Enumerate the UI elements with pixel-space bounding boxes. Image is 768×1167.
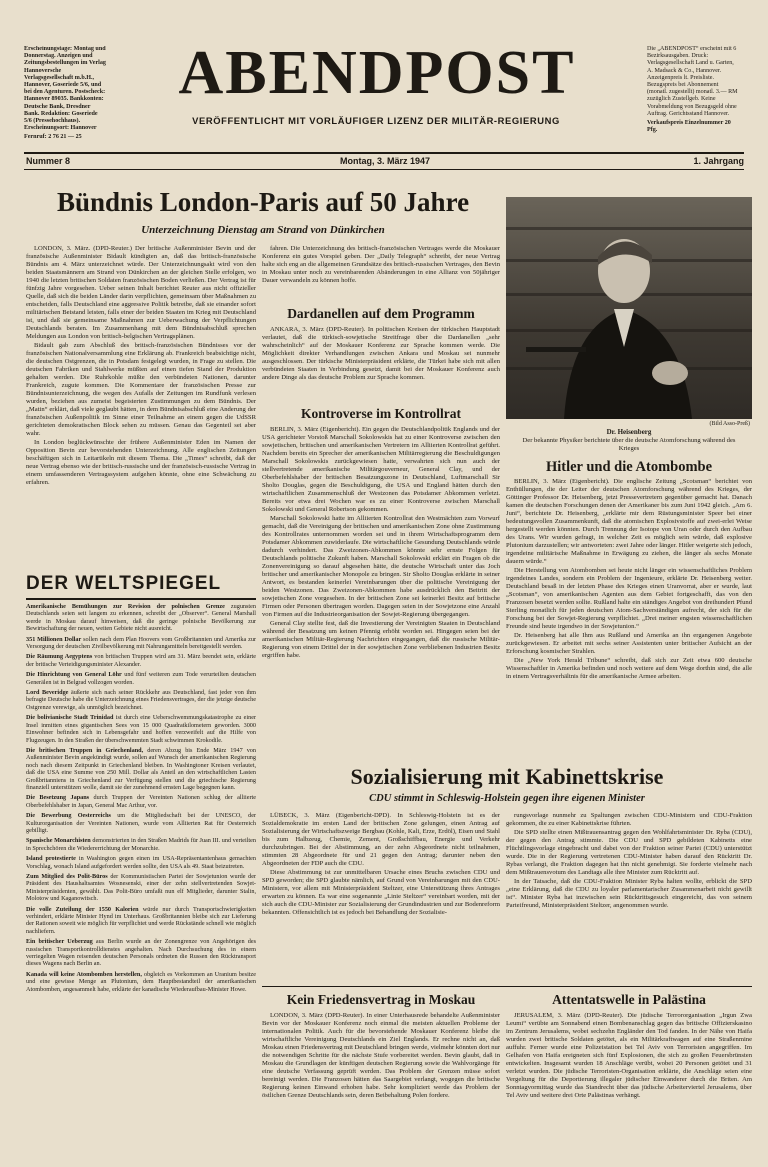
palaestina-text bbox=[506, 1012, 752, 1157]
palaestina-paragraph: JERUSALEM, 3. März (DPD-Reuter). Die jüdische Terrororganisation „Irgun Zwa Leumi“ verübte am Sonnabend einen Bombenanschlag gegen das britische Offizierskasino im Zentrum Jerusalems, wobei sechzehn Engländer den Tod fanden. In der Nähe von Haifa wurden zwei britische Soldaten getötet, als ein Militärkraftwagen auf eine Straßenmine auffuhr. Ferner wurde eine Polizeistation bei Tel Aviv von Terroristen angegriffen. Im Gelhafen von Haifa ereigneten sich fünf Explosionen, die sich zu großen Feuersbrünsten entwickelten. Insgesamt wurden 18 Anschläge verübt, wobei 20 Personen getötet und 31 verletzt wurden. Die jüdische Terroristen-Organisation erklärte, die Anschläge seien eine Vergeltung für die Deportierung illegaler jüdischer Einwanderer durch die Briten. Am Sonntagvormittag wurde das Standrecht über das jüdische Arbeiterviertel Jerusalems, über Tel Aviv und weitere drei Orte Palästinas verhängt. bbox=[506, 1012, 752, 1099]
kontroverse-paragraph: Marschall Sokolowski hatte im Alliierten Kontrollrat den Westmächten zum Vorwurf gemacht, daß die Vereinigung der britischen und amerikanischen Zone ohne Zustimmung des Kontrollrates unternommen worden sei und in ihrem Wirtschaftsprogramm dem Potsdamer Abkommen zuwiderlaufe. Die wirtschaftliche Gesundung Deutschlands würde dadurch verhindert. Das Zweizonen-Abkommen könnte sehr ernste Folgen für Deutschlands politische Zukunft haben. Marschall Sokolowski erklärt ein Fragen ob die Zonenvereinigung so darauf abgesehen hätte, die deutsche Wirtschaft unter das Joch britischer und amerikanischer Monopole zu bringen. Sir Sholto Douglas erklärte in seiner Antwort, es bestanden keinerlei Vereinbarungen über die politische Vereinigung der beiden Westzonen. Das Zweizonen-Abkommen habe ausdrücklich den Beitritt der sowjetischen Zone vorgesehen. In der britischen Zone sei keinerlei Besitz auf britische Firmen oder Personen übertragen worden. Dagegen seien in der Sowjetzone eine Anzahl von Firmen auf die Industrieorganisation der Sowjet-Regierung übergegangen. bbox=[262, 515, 500, 618]
photo-caption-text: Der bekannte Physiker berichtete über die deutsche Atomforschung während des Krieges bbox=[522, 437, 736, 452]
weltspiegel-item: Lord Beveridge äußerte sich nach seiner Rückkehr aus Deutschland, fast jeder von ihm befragte Deutsche habe die Unterzeichnung eines Friedensvertrages, der die jetzige deutsche Ostgrenze verewige, als unmöglich bezeichnet. bbox=[26, 689, 256, 711]
kein-headline: Kein Friedensvertrag in Moskau bbox=[286, 992, 476, 1007]
weltspiegel-item: Die bolivianische Stadt Trinidad ist durch eine Ueberschwemmungskatastrophe zu einer Insel inmitten eines gigantischen Sees von 15 000 Quadratkilometern geworden. 3000 Einwohner befinden sich in Lebensgefahr und hoffen verzweifelt auf die Hilfe von Flugzeugen. In den Straßen der überschwemmten Stadt schwimmen Krokodile. bbox=[26, 714, 256, 744]
publisher-phone: Fernruf: 2 76 21 — 25 bbox=[24, 134, 82, 141]
sozial-text-col2 bbox=[506, 812, 752, 982]
weltspiegel-column bbox=[26, 603, 256, 1153]
hitler-paragraph: BERLIN, 3. März (Eigenbericht). Die englische Zeitung „Scotsman“ berichtet von Enthüllungen, die der Leiter der deutschen Atomforschung während des Krieges, der Göttinger Professor Dr. Heisenberg, jetzt Pressevertretern gegenüber gemacht hat. Danach kamen die deutschen Forschungen denen der Amerikaner bis zum Juni 1942 gleich. „Am 6. Juni“, berichtete Dr. Heisenberg, „erklärte mir dem Rüstungsminister Speer bei einer bedeutungsvollen Zusammenkunft, daß die atomischen Explosivstoffe auf zwei-erlei Weise hergestellt werden könnten. Durch Trennung der Isotope von Uran oder durch den Aufbau des Urans. Wir wurden gefragt, in welcher Zeit es möglich sein würde, daß explosive Plutonium darzustellen; wir antworteten: zwei Jahre oder länger. Hitler weigerte sich jedoch, irgendeine militärische Maßnahme in Erwägung zu ziehen, die länger als sechs Monate dauern würde.“ bbox=[506, 478, 752, 565]
issue-year: 1. Jahrgang bbox=[693, 156, 744, 166]
lead-headline: Bündnis London-Paris auf 50 Jahre bbox=[56, 187, 470, 217]
sozial-text-col1 bbox=[262, 812, 500, 982]
weltspiegel-item: Zum Mitglied des Polit-Büros der Kommunistischen Partei der Sowjetunion wurde der Präsident des Haushaltsamtes Wosnesenski, einer der zehn stellvertretenden Sowjet-Ministerpräsidenten, gewählt. Das Polit-Büro umfaßt nun elf Mitglieder, darunter Stalin, Molotow und Kaganowitsch. bbox=[26, 873, 256, 903]
kein-text bbox=[262, 1012, 500, 1157]
weltspiegel-item: 351 Millionen Dollar sollen nach dem Plan Hoovers vom Großbritannien und Amerika zur Versorgung der deutschen Zivilbevölkerung mit Nahrungsmitteln bereitgestellt werden. bbox=[26, 635, 256, 651]
hitler-paragraph: Die „New York Herald Tribune“ schreibt, daß sich zur Zeit etwa 600 deutsche Wissenschaftler in Amerika befinden und noch weitere auf dem Wege dorthin sind, die alle in einem Vertragsverhältnis für die amerikanische Armee arbeiten. bbox=[506, 657, 752, 680]
kontroverse-paragraph: General Clay stellte fest, daß die Investierung der Vereinigten Staaten in Deutschland während der Besatzung um keinen Pfennig erhöht worden sei. Hingegen seien bei der amerikanischen Militär-Regierung Nachrichten eingegangen, daß die russische Militär-Regierung von einem Drittel der in der sowjetischen Zone verbliebenen Industrien Besitz ergriffen habe. bbox=[262, 620, 500, 659]
dardanellen-text bbox=[262, 326, 500, 402]
weltspiegel-item: Spanische Monarchisten demonstrierten in den Straßen Madrids für Juan III. und verteilten in Sprechchören die Wiedererrichtung der Monarchie. bbox=[26, 837, 256, 852]
lead-paragraph: LONDON, 3. März. (DPD-Reuter.) Der britische Außenminister Bevin und der französische Außenminister Bidault kündigten an, daß das britisch-französische Bündnis am 4. März unterzeichnet würde. Der Unterzeichnungsakt wird von den beiden Staatsmännern am Strand von Dünkirchen an der gleichen Stelle erfolgen, wo 1940 die letzten britischen Soldaten französischen Boden verließen. Der Vertrag ist für fünfzig Jahre vorgesehen. Ueber seinen Inhalt berichtet Reuter aus nicht offizieller Quelle, daß sich die beiden Länder darin verpflichten, gemeinsam über Maßnahmen zu entscheiden, falls Deutschland eine aggressive Politik betreibe, daß sie einander sofort militärischen Beistand leisten, falls einer der beiden Staaten im Krieg mit Deutschland ist, und daß sie gemeinsame Maßnahmen zur Ueberwachung der Verpflichtungen Deutschlands beraten. Im Zusammenhang mit dem Bündnisabschluß sprechen Meldungen aus London von britisch-belgischen Vertragsplänen. bbox=[26, 245, 256, 340]
lead-paragraph: Bidault gab zum Abschluß des britisch-französischen Bündnisses vor der französischen Nationalversammlung eine Erklärung ab. Frankreich beabsichtige nicht, die deutschen Ostgrenzen, die in Potsdam festgelegt wurden, in Frage zu stellen. Die deutschen Fabriken und Stahlwerke müßten auf einen tiefen Stand der Produktion gehalten werden. Die Ruhrkohle müßte den verbündeten Nationen, darunter Frankreich, zugute kommen. Die Kommentare der französischen Presse zur Bündnisunterzeichnung, die wegen des Aufalls der Zeitungen im Rundfunk verlesen wurden, beziehen aus zumeist begeisterten Zustimmungen zu dem Bündnis. Der „Matin“ erklärt, daß viele geglaubt hätten, in dem Bündnisabschluß eine Anderung der französischen Außenpolitik im Sinne einer Teilnahme an einem gegen die UdSSR gerichteten demokratischen Block sehen zu müssen. Genau das Gegenteil sei aber wahr. bbox=[26, 342, 256, 437]
kontroverse-paragraph: BERLIN, 3. März (Eigenbericht). Ein gegen die Deutschlandpolitik Englands und der USA gerichteter Vorstoß Marschall Sokolowskis hat zu einer Kontroverse zwischen den sowjetischen, britischen und amerikanischen Vertretern im Alliierten Kontrollrat geführt. Nachdem bereits ein Sprecher der amerikanischen Militärregierung die Beschuldigungen Marschall Sokolowskis zurückgewiesen hatte, verwahrten sich nun auch der stellvertretende amerikanische Militärgouverneur, General Clay, und der Oberbefehlshaber der britischen Besatzungszone in Deutschland, Luftmarschall Sir Sholto Douglas, gegen die Beschuldigung, die USA und England hätten durch den wirtschaftlichen Zusammenschluß der Westzonen das Potsdamer Abkommen verletzt. Bereits vor etwa drei Wochen war es zu einer Kontroverse zwischen Marschall Sokolowski und General Robertson gekommen. bbox=[262, 426, 500, 513]
lead-text-col1 bbox=[26, 245, 256, 567]
masthead-rule-top bbox=[24, 152, 744, 154]
sozial-paragraph: In der Tatsache, daß die CDU-Fraktion Minister Ryba halten wollte, erblickt die SPD „eine Erklärung, daß die CDU zu loyaler parlamentarischer Zusammenarbeit nicht gewillt ist“. Minister Ryba hat inzwischen sein Rücktrittsgesuch eingereicht, das von seinem Parteifreund, Ministerpräsident Steltzer, angenommen wurde. bbox=[506, 878, 752, 909]
sozial-paragraph: LÜBECK, 3. März (Eigenbericht-DPD). In Schleswig-Holstein ist es der Sozialdemokratie im ersten Land der britischen Zone gelungen, einen Antrag auf Sozialisierung der Wirtschaftszweige Bergbau (Kohle, Kali, Erze, Erdöl), Eisen und Stahl bis zum Halbzeug, Chemie, Zement, Großschiffbau, Energie und Verkehr durchzubringen. Bei der Abstimmung, an der zehn Abgeordnete nicht teilnahmen, stimmten 28 Abgeordnete für und 21 gegen den Antrag; darunter neben den Abgeordneten der FDP auch die CDU. bbox=[262, 812, 500, 867]
lead-paragraph: fahren. Die Unterzeichnung des britisch-französischen Vertrages werde die Moskauer Konferenz ein gutes Vorspiel geben. Der „Daily Telegraph“ schreibt, der neue Vertrag halte sich eng an die allgemeinen Grundsätze des britisch-russischen Vertrages, den Bevin in Moskau unter noch zu vereinbarenden Abänderungen in eine Allianz von 50jähriger Dauer verwandeln zu können hoffe. bbox=[262, 245, 500, 284]
publisher-info-box bbox=[24, 46, 106, 144]
portrait-figure bbox=[506, 197, 752, 419]
weltspiegel-item: Island protestierte in Washington gegen einen im USA-Repräsentantenhaus gemachten Vorschlag, wonach Island aufgefordert werden sollte, den USA als 49. Staat beizutreten. bbox=[26, 855, 256, 870]
publisher-info-text: Erscheinungstage: Montag und Donnerstag. Anzeigen und Zeitungsbestellungen im Verlag Hannoversche Verlagsgesellschaft m.b.H., Hannover, Goseriede 5/6, und bei den Agenturen. Postscheck: Hannover 89035. Bankkonten: Deutsche Bank, Dresdner Bank. Redaktion: Goseriede 5/6 (Pressehochhaus). Erscheinungsort: Hannover bbox=[24, 46, 106, 132]
photo-credit: (Bild Asso-Preß) bbox=[709, 421, 750, 427]
masthead-subtitle: VERÖFFENTLICHT MIT VORLÄUFIGER LIZENZ DER MILITÄR-REGIERUNG bbox=[192, 115, 560, 126]
kein-paragraph: LONDON, 3. März (DPD-Reuter). In einer Unterhausrede behandelte Außenminister Bevin vor der Moskauer Konferenz noch einmal die meisten aktuellen Probleme der internationalen Politik. Auch für die bevorstehende Moskauer Konferenz bleibe die wirtschaftliche Vereinigung Deutschlands ein Ziel Englands. Er rechne nicht an, daß Moskau einen Friedensvertrag mit Deutschland bringen werde, vielmehr könnten dort nur die notwendigen Schritte für die nächste Stufe vorbereitet werden. Bevin glaubt, daß in Moskau die Grundlagen der künftigen deutschen Regierung sowie die Wahlvorgänge für eine deutsche Verfassung geprüft werden. Das Problem der Grenzen müsse sofort bereinigt werden. Die Franzosen hätten das Saargebiet verlangt, wogegen die britische Regierung keinen Einwand erhoben habe. Sehr kompliziert werde das Problem der östlichen Grenze Deutschlands sein, deren Beibehaltung Polen fordere. bbox=[262, 1012, 500, 1099]
hitler-paragraph: Die Herstellung von Atombomben sei heute nicht länger ein wissenschaftliches Problem irgendeines Landes, sondern ein Problem der Ingenieure, erklärte Dr. Heisenberg weiter. Deutschland besaß in der letzten Phase des Krieges einen Uranvorrat, aber er wurde, laut „Scotsman“, von amerikanischen Agenten aus dem Gebiet fortgeschafft, das von den Franzosen besetzt werden sollte. Rußland halte ein ständiges Angebot von dreihundert Pfund Sterling monatlich für jeden deutschen Atom-Sachverständigen aufrecht, der sich für die Forschung bei der Sowjet-Regierung verpflichtet. „Drei meiner engsten wissenschaftlichen Freunde sind heute irgendwo in der Sowjetunion.“ bbox=[506, 567, 752, 630]
issue-date: Montag, 3. März 1947 bbox=[339, 156, 431, 166]
sozial-paragraph: Die SPD stellte einen Mißtrauensantrag gegen den Wohlfahrtsminister Dr. Ryba (CDU), der gegen den Antrag stimmte. Die CDU und SPD gebildeten Kabinetts eine Flüchtlingsvorlage eingebracht und dabei von der Fraktion seiner Partei (CDU) unterstützt wurde. Die in der Regierung vertretenen CDU-Minister haben darauf den Rücktritt Dr. Rybas verlangt, die Fraktion dagegen hat ihn nicht genehmigt. Sie forderte vielmehr nach dem Mißtrauensvotum des Landtags alle ihre Minister zum Rücktritt auf. bbox=[506, 829, 752, 876]
sozial-headline: Sozialisierung mit Kabinettskrise bbox=[350, 764, 664, 789]
lead-paragraph: In London beglückwünschte der frühere Außenminister Eden im Namen der Opposition Bevin zur bevorstehenden Unterzeichnung. Alle englischen Zeitungen beschäftigen sich in Leitartikeln mit diesem Thema. Die „Times“ schreibt, daß der neue Vertrag ebenso wie der britisch-russische und der französisch-russische Vertrag in einem umfassenderen Vertragssystem aufgehen könnte, ohne eine Schwächung zu erfahren. bbox=[26, 439, 256, 486]
heisenberg-photo bbox=[506, 197, 752, 419]
weltspiegel-item: Amerikanische Bemühungen zur Revision der polnischen Grenze zugunsten Deutschlands seien seit langem zu erkennen, schreibt der „Observer“. General Marshall werde in Moskau darauf hinweisen, daß die geringe polnische Bevölkerung zur Bewirtschaftung der neuen, weiten Gebiete nicht ausreicht. bbox=[26, 603, 256, 633]
lead-text-col2 bbox=[262, 245, 500, 307]
kontroverse-text bbox=[262, 426, 500, 756]
weltspiegel-item: Die Bewerbung Oesterreichs um die Mitgliedschaft bei der UNESCO, der Kulturorganisation der Vereinten Nationen, wurde vom Alliierten Rat für Oesterreich gebilligt. bbox=[26, 812, 256, 834]
price-info: Verkaufspreis Einzelnummer 20 Pfg. bbox=[647, 120, 731, 134]
hitler-headline: Hitler und die Atombombe bbox=[545, 459, 713, 475]
weltspiegel-item: Kanada will keine Atombomben herstellen, obgleich es Vorkommen an Uranium besitze und eine gewisse Menge an Plutonium, dem Hauptbestandteil der amerikanischen Atombomben, angesammelt habe, erklärte der kanadische Wiederaufbau-Minister Howe. bbox=[26, 970, 256, 993]
section-divider bbox=[262, 986, 752, 987]
kontroverse-headline: Kontroverse im Kontrollrat bbox=[301, 406, 461, 421]
sozial-paragraph: Diese Abstimmung ist zur unmittelbaren Ursache eines Bruchs zwischen CDU und SPD geworden; die SPD glaubte nämlich, auf Grund von Vereinbarungen mit den CDU-Ministern, vor allem mit Ministerpräsident Steltzer, eine Unterstützung ihres Antrages erwarten zu können. Es war eine sogenannte „Linie Steltzer“ vereinbart worden, mit der sich auch die CDU-Minister zur Sozialisierung der Grundindustrien und zur Bodenreform bekannten. Offensichtlich ist es jedoch bei Behandlung der Sozialisie- bbox=[262, 869, 500, 916]
sozial-subhead: CDU stimmt in Schleswig-Holstein gegen ihre eigenen Minister bbox=[369, 793, 645, 804]
dardanellen-headline: Dardanellen auf dem Programm bbox=[287, 306, 475, 321]
hitler-text bbox=[506, 478, 752, 756]
subscription-info-text: Die „ABENDPOST“ erscheint mit 6 Bezirksausgaben. Druck: Verlagsgesellschaft Land u. Garten, A. Madsack & Co., Hannover. Anzeigenpreis lt. Preisliste. Bezugspreis bei Abonnement (monatl. zugestellt) monatl. 3.— RM zuzüglich Zustellgeb. Keine Vorabmeldung von Bezugsgeld ohne Auftrag. Gerichtsstand Hannover. bbox=[647, 46, 738, 117]
weltspiegel-item: Ein britischer Ueberzug aus Berlin wurde an der Zonengrenze von Angehörigen des russischen Transportkontrolldienstes angehalten. Nach Durchsuchung des in einem verriegelten Wagen reisenden deutschen Personals ordneten die Russen den Rücktransport dieses Wagens nach Berlin an. bbox=[26, 938, 256, 968]
weltspiegel-item: Die britischen Truppen in Griechenland, deren Abzug bis Ende März 1947 von Außenminister Bevin angekündigt wurde, sollen auf Wunsch der amerikanischen Regierung noch nach diesem Zeitpunkt in Griechenland bleiben. In Washingtoner Kreisen verlautet, daß die USA eine Summe von 250 Mill. Dollar als Anteil an den wirtschaftlichen Lasten Großbritanniens in Griechenland zur Verfügung stellen und die griechische Regierung finanziell unterstützen wolle, damit sie der zunehmend ernsten Lage begegnen kann. bbox=[26, 746, 256, 791]
weltspiegel-item: Die volle Zuteilung der 1550 Kalorien würde nur durch Transportschwierigkeiten verhindert, erklärte Minister Hynd im Unterhaus. Großbritannien bleibe sich zur Lieferung der Rationen soweit wie möglich für verpflichtet und werde Rückstände schnell wie möglich nachliefern. bbox=[26, 905, 256, 935]
weltspiegel-rule bbox=[26, 598, 256, 600]
palaestina-headline: Attentatswelle in Palästina bbox=[552, 992, 706, 1007]
weltspiegel-item: Die Hinrichtung von General Löhr und fünf weiteren zum Tode verurteilten deutschen Generälen ist in Belgrad vollzogen worden. bbox=[26, 671, 256, 686]
masthead-rule-bottom bbox=[24, 169, 744, 170]
subscription-info-box bbox=[647, 46, 739, 142]
sozial-paragraph: rungsvorlage nunmehr zu Spaltungen zwischen CDU-Ministern und CDU-Fraktion gekommen, die zu einer Kabinettskrise führten. bbox=[506, 812, 752, 827]
hitler-paragraph: Dr. Heisenberg hat alle Ihm aus Rußland und Amerika an ihn ergangenen Angebote zurückgewiesen. Er arbeitet mit sechs seiner Assistenten unter britischer Aufsicht an der Erforschung kosmischer Strahlen. bbox=[506, 632, 752, 655]
issue-number: Nummer 8 bbox=[26, 156, 71, 166]
dardanellen-paragraph: ANKARA, 3. März (DPD-Reuter). In politischen Kreisen der türkischen Hauptstadt verlautet, daß die türkisch-sowjetische Streitfrage über die Dardanellen „sehr wahrscheinlich“ auf der Moskauer Konferenz zur Sprache kommen werde. Die Möglichkeit direkter Verhandlungen zwischen Ankara und Moskau sei nunmehr ausgeschlossen. Der türkische Ministerpräsident erklärte, die Türkei habe sich mit allen verbündeten Staaten in Verbindung gesetzt, damit bei der Moskauer Konferenz auch andere Dinge als das deutsche Problem zur Sprache kommen. bbox=[262, 326, 500, 381]
weltspiegel-item: Die Räumung Aegyptens von britischen Truppen wird am 31. März beendet sein, erklärte der britische Verteidigungsminister Alexander. bbox=[26, 653, 256, 668]
masthead-title: ABENDPOST bbox=[178, 39, 576, 107]
photo-caption-name: Dr. Heisenberg bbox=[606, 428, 652, 436]
weltspiegel-item: Die Besetzung Japans durch Truppen der Vereinten Nationen schlug der alliierte Oberbefehlshaber in Japan, General Mac Arthur, vor. bbox=[26, 794, 256, 809]
weltspiegel-headline: DER WELTSPIEGEL bbox=[26, 573, 222, 594]
lead-subhead: Unterzeichnung Dienstag am Strand von Dünkirchen bbox=[141, 224, 385, 236]
